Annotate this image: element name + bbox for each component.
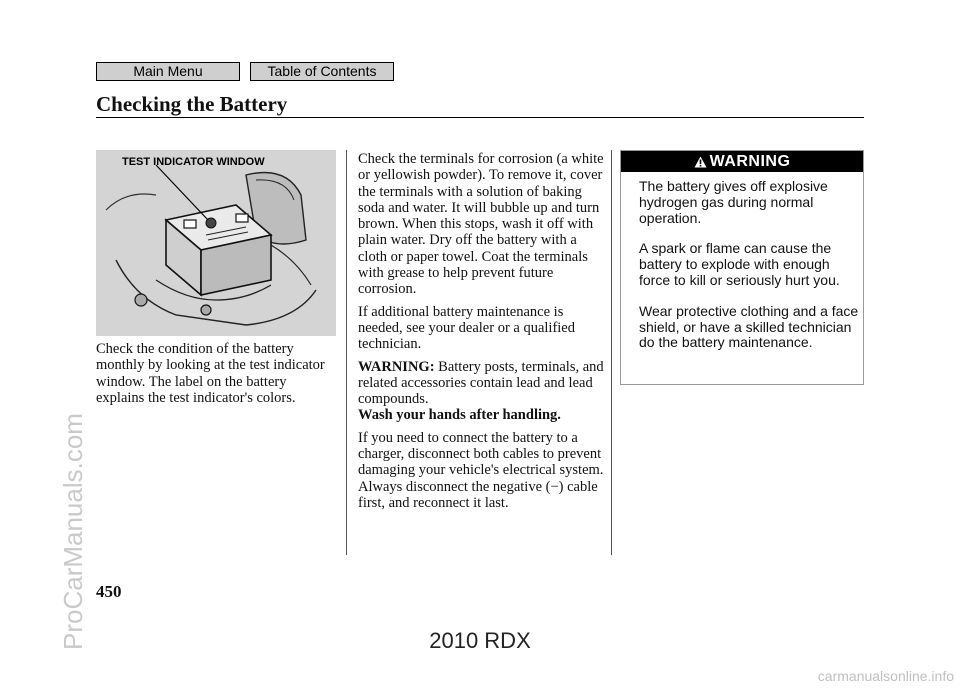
warning-box — [620, 150, 864, 385]
warning-body — [639, 179, 859, 366]
condition-paragraph: Check the condition of the battery monthly by looking at the test indicator window. The label on the battery explains the test indicator's colors. — [96, 341, 325, 406]
page-number: 450 — [96, 582, 122, 601]
lead-warning-paragraph — [358, 359, 606, 408]
section-title: Checking the Battery — [96, 92, 288, 116]
battery-illustration — [96, 150, 336, 336]
column-divider-1 — [346, 150, 347, 555]
warning-paragraph-2: A spark or flame can cause the battery to explode with enough force to kill or seriously hurt you. — [639, 240, 840, 288]
lead-warning-text: Battery posts, terminals, and related accessories contain lead and lead compounds. — [358, 358, 604, 408]
corrosion-paragraph: Check the terminals for corrosion (a white or yellowish powder). To remove it, cover the terminals with a solution of baking soda and water. It will bubble up and turn brown. When this stops, wash it off with plain water. Dry off the battery with a cloth or paper towel. Coat the terminals with grease to help prevent future corrosion. — [358, 151, 604, 298]
warning-paragraph-1: The battery gives off explosive hydrogen gas during normal operation. — [639, 178, 828, 226]
column-2-text — [358, 151, 606, 517]
lead-warning-label: WARNING: — [358, 358, 435, 375]
wash-hands-text: Wash your hands after handling. — [358, 407, 561, 424]
side-watermark: ProCarManuals.com — [58, 413, 88, 650]
warning-header — [621, 151, 863, 172]
column-divider-2 — [611, 150, 612, 555]
table-of-contents-button[interactable]: Table of Contents — [250, 62, 394, 81]
column-1-text — [96, 341, 328, 412]
footer-model: 2010 RDX — [429, 628, 531, 653]
maintenance-paragraph: If additional battery maintenance is needed, see your dealer or a qualified technician. — [358, 303, 575, 353]
battery-drawing — [96, 150, 336, 336]
figure-label: TEST INDICATOR WINDOW — [122, 156, 265, 168]
warning-paragraph-3: Wear protective clothing and a face shield, or have a skilled technician do the battery maintenance. — [639, 302, 859, 351]
warning-heading: WARNING — [709, 153, 791, 170]
charger-paragraph: If you need to connect the battery to a charger, disconnect both cables to prevent damaging your vehicle's electrical system. Always disconnect the negative (−) cable first, and reconnect it last. — [358, 429, 604, 511]
bottom-watermark: carmanualsonline.info — [817, 668, 954, 684]
title-divider — [96, 117, 864, 118]
main-menu-button[interactable]: Main Menu — [96, 62, 240, 81]
warning-triangle-icon — [694, 156, 707, 168]
